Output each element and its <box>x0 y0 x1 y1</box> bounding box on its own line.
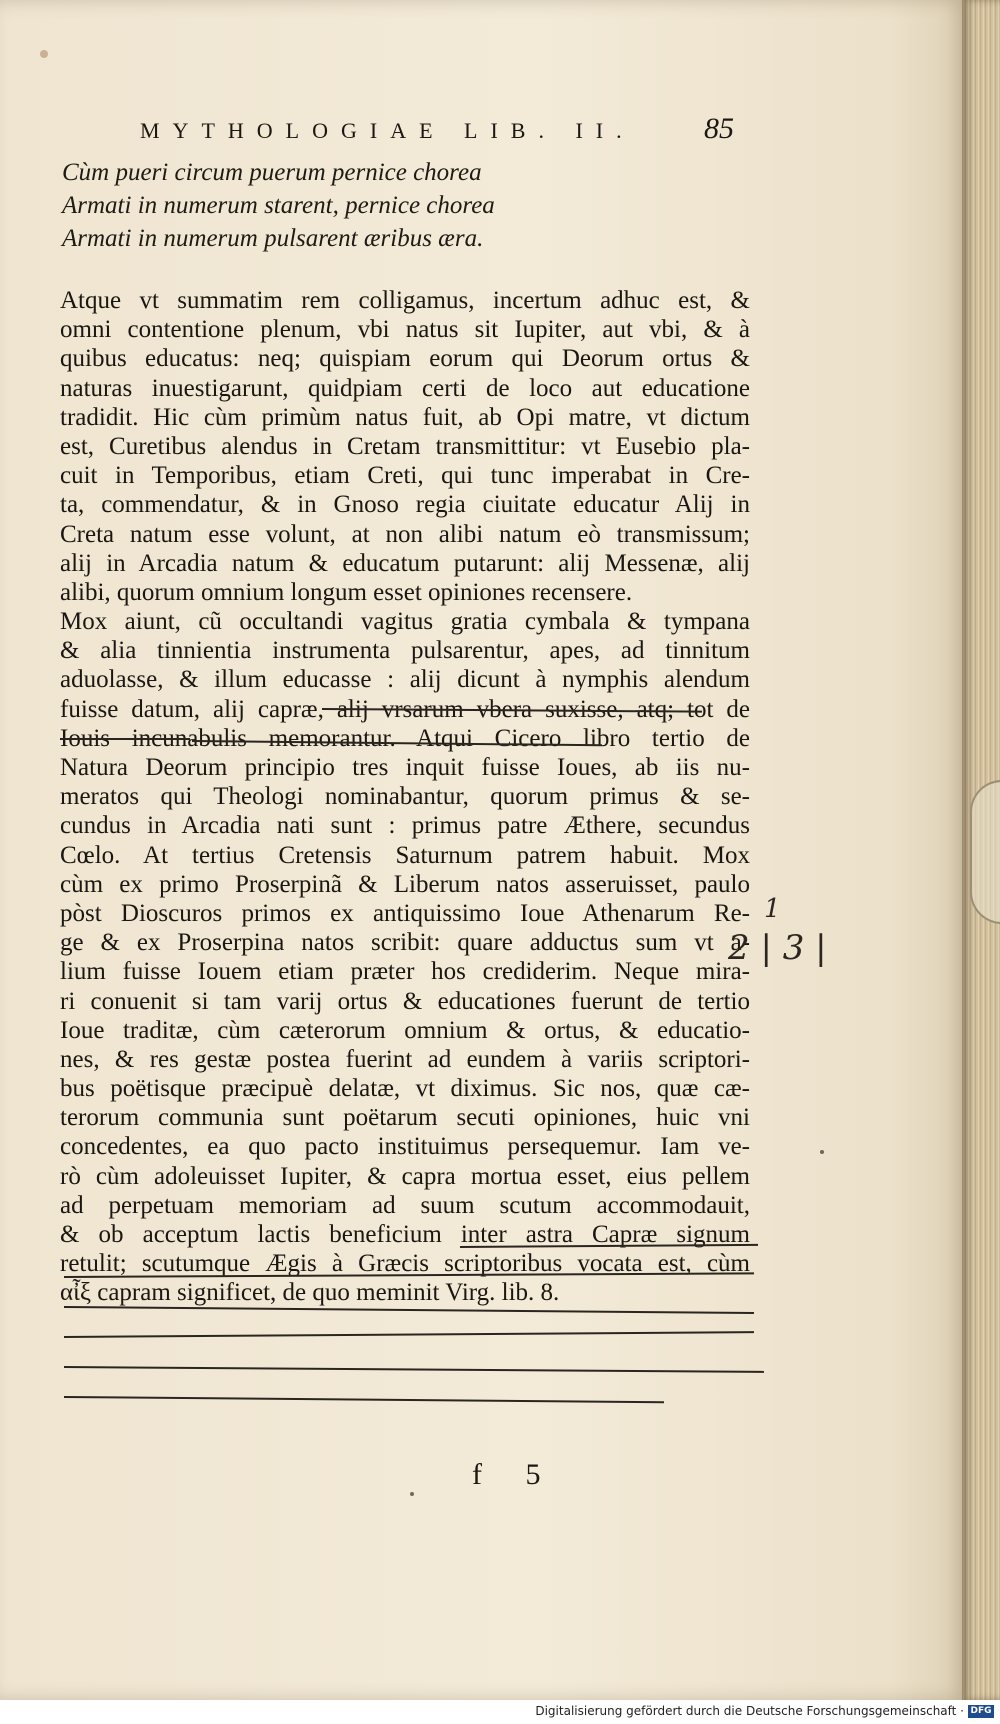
text-line: nes, & res gestæ postea fuerint ad eundem à variis scriptori- <box>60 1045 750 1073</box>
dfg-logo: DFG <box>968 1705 994 1718</box>
margin-note-1: 1 <box>764 894 781 924</box>
text-line: Mox aiunt, cũ occultandi vagitus gratia cymbala & tympana <box>60 608 750 636</box>
text-line: Ioue traditæ, cùm cæterorum omnium & ortus, & educatio- <box>60 1016 750 1044</box>
digitization-footer <box>0 1700 1000 1724</box>
text-line: pòst Dioscuros primos ex antiquissimo Ioue Athenarum Re- <box>60 899 750 927</box>
text-line: terorum communia sunt poëtarum secuti opiniones, huic vni <box>60 1104 750 1132</box>
text-line: concedentes, ea quo pacto instituimus persequemur. Iam ve- <box>60 1133 750 1161</box>
page-number: 85 <box>704 112 734 145</box>
text-line: cundus in Arcadia nati sunt : primus patre Æthere, secundus <box>60 812 750 840</box>
text-line: & alia tinnientia instrumenta pulsarentur, apes, ad tinnitum <box>60 637 750 665</box>
text-line: & ob acceptum lactis beneficium inter astra Capræ signum <box>60 1221 750 1248</box>
body-paragraph <box>60 286 750 1308</box>
running-head: MYTHOLOGIAE LIB. II. <box>140 118 635 143</box>
verse-line: Armati in numerum pulsarent æribus æra. <box>62 225 484 252</box>
text-line: ri conuenit si tam varij ortus & educationes fuerunt de tertio <box>60 987 750 1015</box>
text-line: rò cùm adoleuisset Iupiter, & capra mortua esset, eius pellem <box>60 1162 750 1190</box>
text-line: Iouis incunabulis memorantur. Atqui Cicero libro tertio de <box>60 724 750 752</box>
handwritten-underline <box>64 1331 754 1338</box>
verse-line: Armati in numerum starent, pernice chorea <box>62 192 495 219</box>
text-line: lium fuisse Iouem etiam præter hos crediderim. Neque mira- <box>60 958 750 986</box>
text-line: fuisse datum, alij capræ, alij vrsarum vbera suxisse, atq; tot de <box>60 695 750 723</box>
text-line: ad perpetuam memoriam ad suum scutum accommodauit, <box>60 1191 750 1219</box>
handwritten-underline <box>64 1366 764 1373</box>
ink-speck <box>410 1492 414 1496</box>
handwritten-underline <box>64 1396 664 1403</box>
text-line: alij in Arcadia natum & educatum putarunt: alij Messenæ, alij <box>60 549 750 577</box>
text-line: quibus educatus: neq; quispiam eorum qui Deorum ortus & <box>60 345 750 373</box>
funding-credit: Digitalisierung gefördert durch die Deutsche Forschungsgemeinschaft · <box>535 1704 964 1718</box>
handwritten-underline <box>60 738 190 740</box>
text-line: αἶξ capram significet, de quo meminit Virg. lib. 8. <box>60 1279 560 1307</box>
text-line: cùm ex primo Proserpinã & Liberum natos asseruisset, paulo <box>60 870 750 898</box>
signature-mark: f 5 <box>472 1458 559 1491</box>
text-line: alibi, quorum omnium longum esset opiniones recensere. <box>60 578 633 606</box>
text-line: bus poëtisque præcipuè delatæ, vt diximus. Sic nos, quæ cæ- <box>60 1075 750 1103</box>
text-line: omni contentione plenum, vbi natus sit Iupiter, aut vbi, & à <box>60 316 750 344</box>
paper-stain <box>40 50 48 58</box>
text-line: Atque vt summatim rem colligamus, incertum adhuc est, & <box>60 287 750 314</box>
text-line: retulit; scutumque Ægis à Græcis scriptoribus vocata est, cùm <box>60 1250 750 1278</box>
text-line: meratos qui Theologi nominabantur, quorum primus & se- <box>60 783 750 811</box>
margin-note-2: 2 | 3 | <box>728 928 827 968</box>
text-line: ta, commendatur, & in Gnoso regia ciuitate educatur Alij in <box>60 491 750 519</box>
text-line: est, Curetibus alendus in Cretam transmittitur: vt Eusebio pla- <box>60 432 750 460</box>
text-line: Natura Deorum principio tres inquit fuisse Ioues, ab iis nu- <box>60 754 750 781</box>
text-line: naturas inuestigarunt, quidpiam certi de loco aut educatione <box>60 374 750 402</box>
ink-speck <box>820 1150 824 1154</box>
text-line: tradidit. Hic cùm primùm natus fuit, ab Opi matre, vt dictum <box>60 403 750 431</box>
text-line: Cœlo. At tertius Cretensis Saturnum patrem habuit. Mox <box>60 841 750 869</box>
text-line: cuit in Temporibus, etiam Creti, qui tunc imperabat in Cre- <box>60 462 750 490</box>
text-line: aduolasse, & illum educasse : alij dicunt à nymphis alendum <box>60 666 750 694</box>
verse-quotation <box>62 156 495 255</box>
text-line: ge & ex Proserpina natos scribit: quare adductus sum vt a- <box>60 929 750 957</box>
text-line: Creta natum esse volunt, at non alibi natum eò transmissum; <box>60 520 750 548</box>
book-clasp <box>970 780 1000 924</box>
verse-line: Cùm pueri circum puerum pernice chorea <box>62 159 482 186</box>
